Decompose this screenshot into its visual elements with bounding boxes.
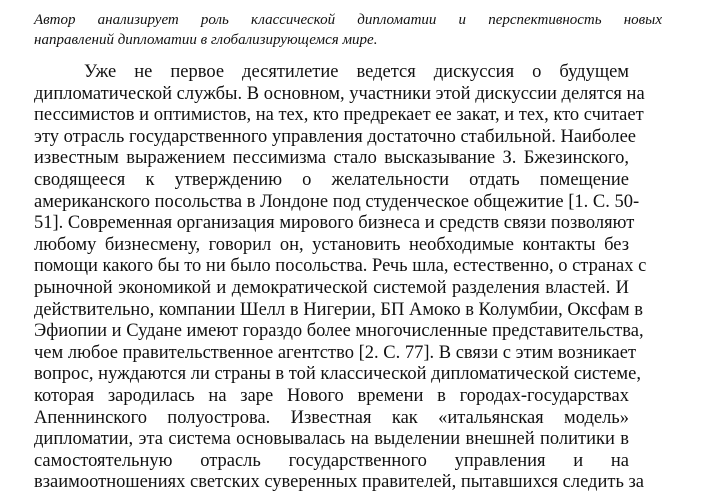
body-line: чем любое правительственное агентство [2. С. 77]. В связи с этим возникает [34, 342, 637, 363]
body-line: помощи какого бы то ни было посольства. Речь шла, естественно, о странах с [34, 256, 647, 277]
body-line: 51]. Современная организация мирового бизнеса и средств связи позволяют [34, 213, 635, 234]
body-line: Уже не первое десятилетие ведется дискуссия о будущем [84, 62, 629, 82]
body-line: вопрос, нуждаются ли страны в той классической дипломатической системе, [34, 364, 641, 385]
body-line: Эфиопии и Судане имеют гораздо более многочисленные представительства, [34, 321, 644, 342]
body-line: известным выражением пессимизма стало высказывание З. Бжезинского, [34, 148, 629, 169]
abstract-line: направлений дипломатии в глобализирующемся мире. [34, 32, 378, 48]
body-line: дипломатии, эта система основывалась на выделении внешней политики в [34, 429, 629, 450]
body-line: Апеннинского полуострова. Известная как «итальянская модель» [34, 407, 629, 428]
body-line: эту отрасль государственного управления достаточно стабильной. Наиболее [34, 126, 636, 147]
body-line: взаимоотношениях светских суверенных правителей, пытавшихся следить за [34, 472, 645, 493]
body-line: действительно, компании Шелл в Нигерии, БП Амоко в Колумбии, Оксфам в [34, 299, 643, 320]
abstract-line: Автор анализирует роль классической дипломатии и перспективность новых [34, 12, 662, 28]
body-line: которая зародилась на заре Нового времени в городах-государствах [34, 385, 629, 406]
body-line: сводящееся к утверждению о желательности отдать помещение [34, 169, 629, 190]
body-line: дипломатической службы. В основном, участники этой дискуссии делятся на [34, 83, 645, 104]
body-line: самостоятельную отрасль государственного управления и на [34, 450, 629, 471]
body-line: любому бизнесмену, говорил он, установить необходимые контакты без [34, 234, 629, 255]
body-line: рыночной экономикой и демократической системой разделения властей. И [34, 277, 629, 298]
body-line: американского посольства в Лондоне под студенческое общежитие [1. С. 50- [34, 191, 640, 212]
body-line: пессимистов и оптимистов, на тех, кто предрекает ее закат, и тех, кто считает [34, 105, 644, 126]
body-paragraph [34, 62, 647, 494]
abstract [34, 10, 662, 50]
